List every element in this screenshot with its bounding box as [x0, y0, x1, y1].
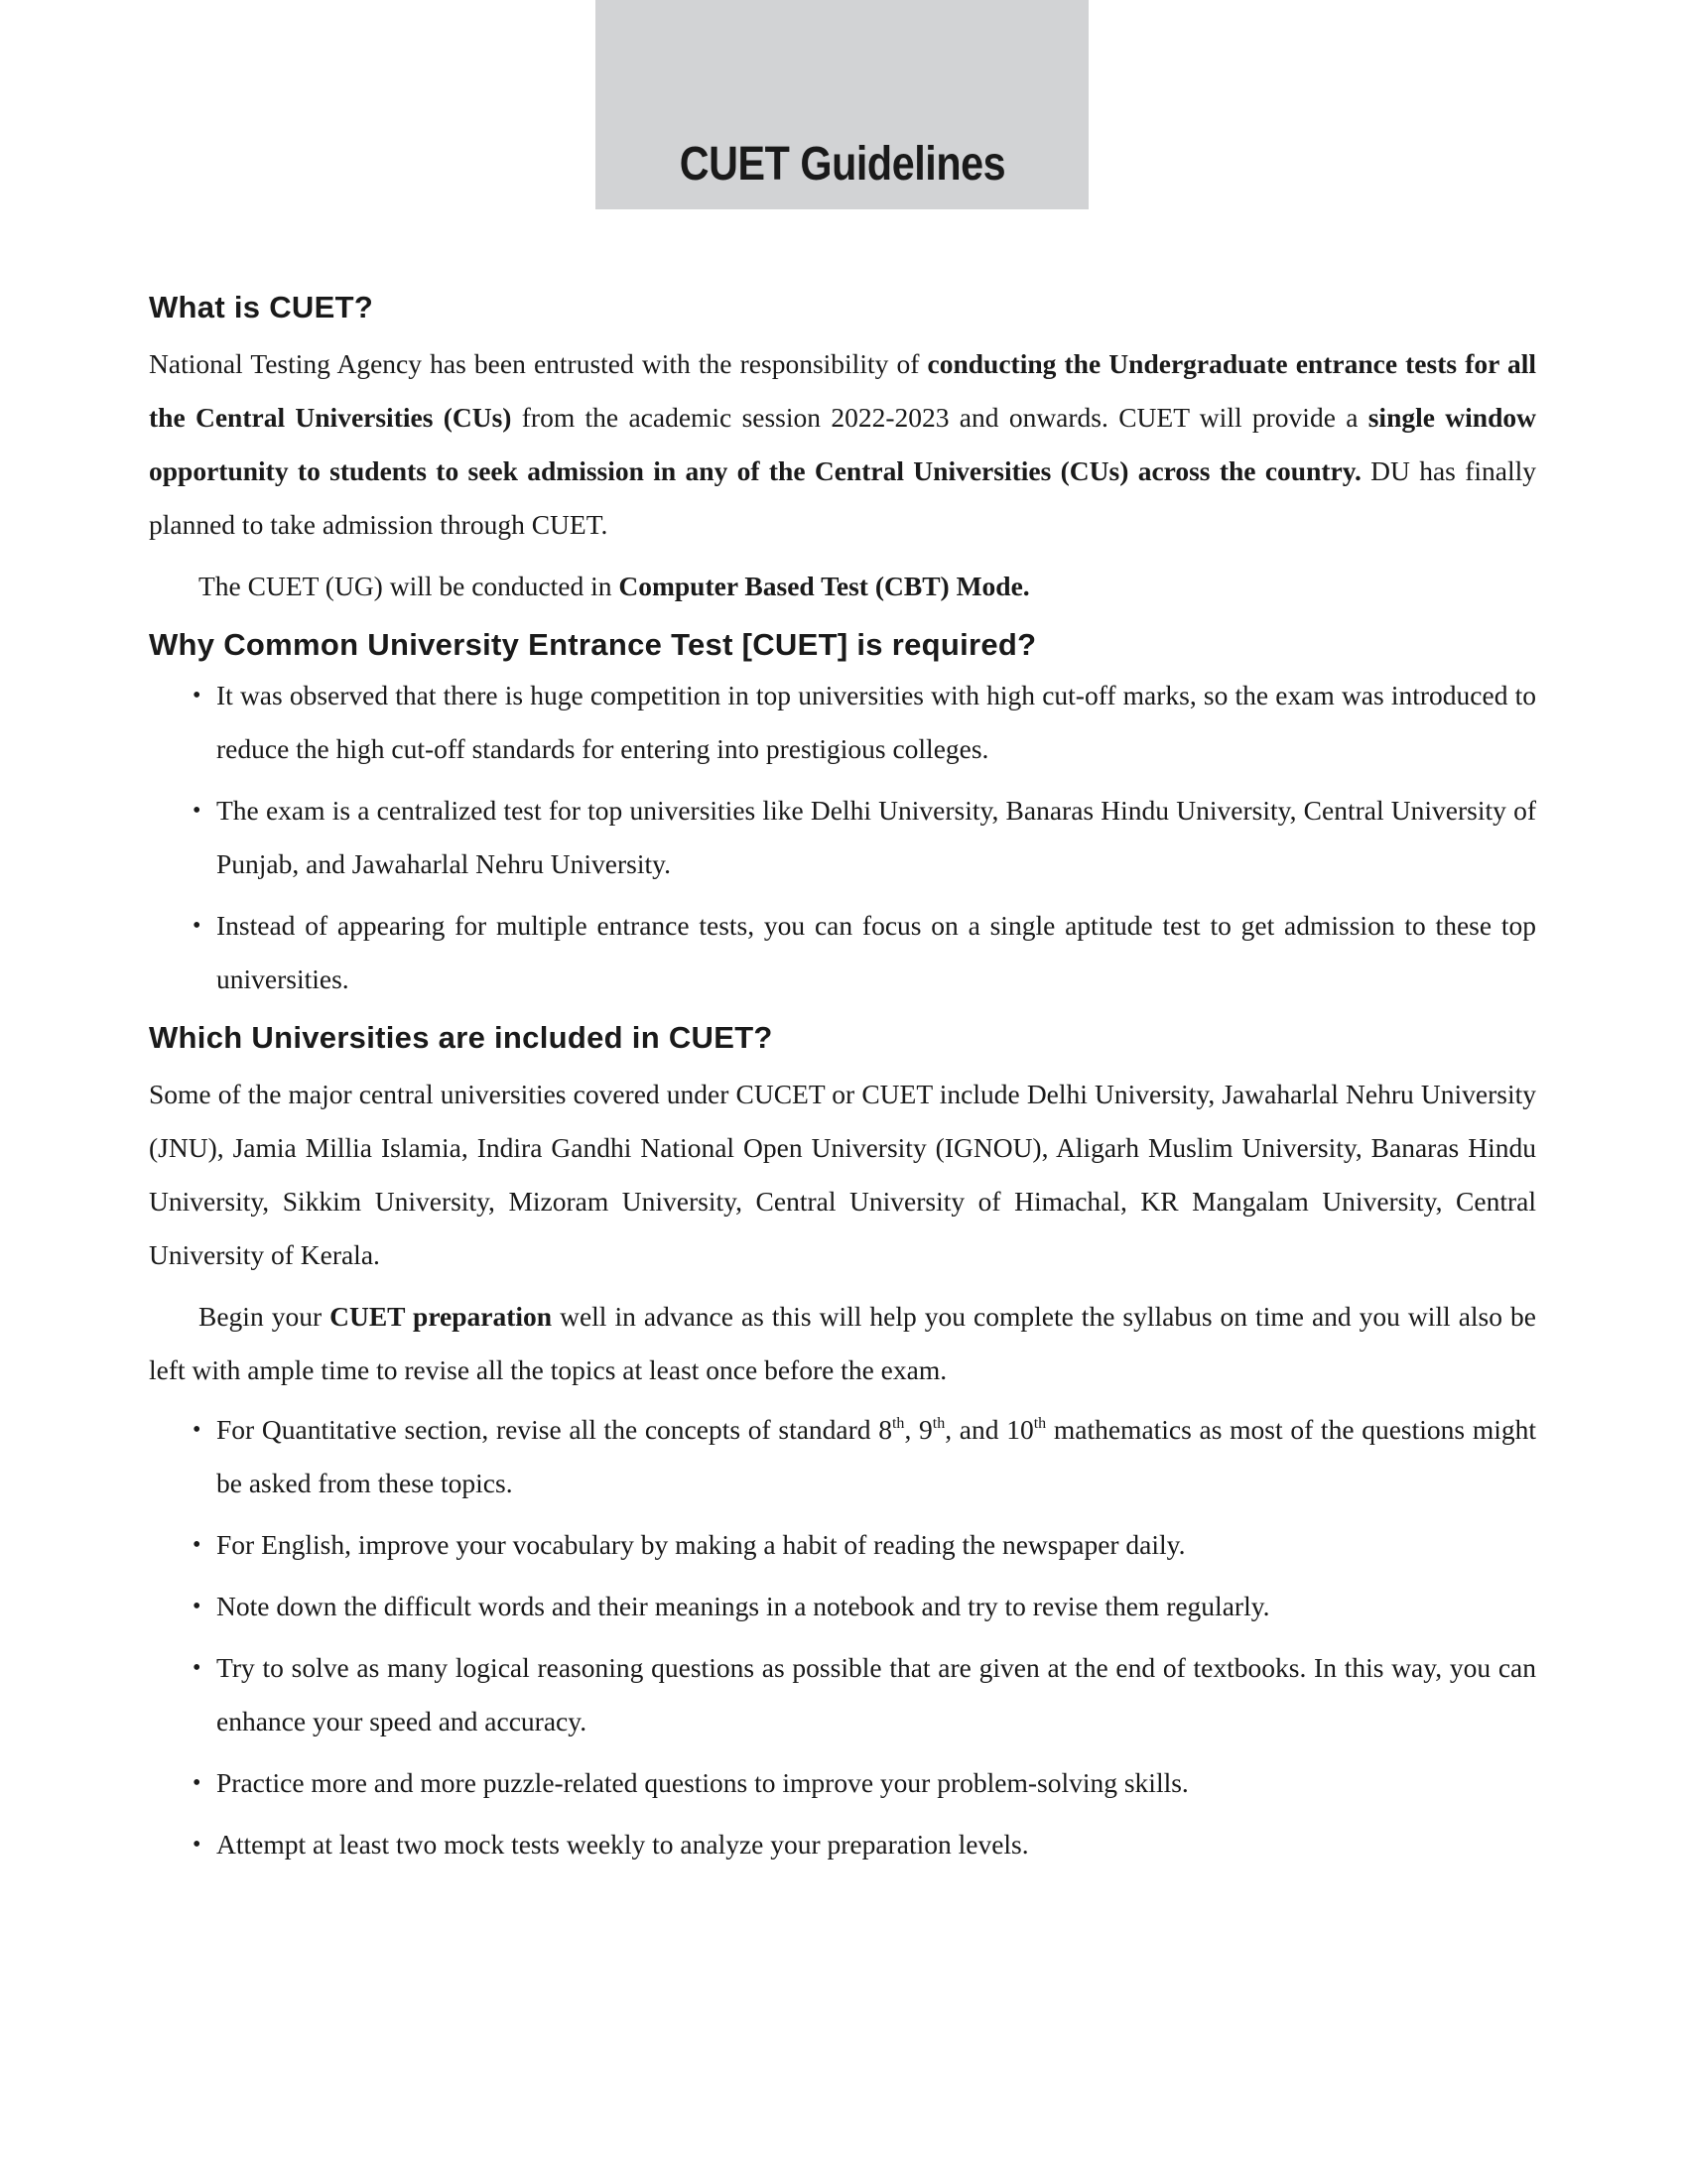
- bold-text: single window opportunity to students to seek admission in any of the Central Universities (CUs) across the country.: [149, 402, 1536, 486]
- paragraph: [149, 337, 1536, 552]
- bold-text: Computer Based Test (CBT) Mode.: [618, 571, 1030, 601]
- bullet-icon: •: [193, 1832, 201, 1858]
- bullet-icon: •: [193, 913, 201, 939]
- list-item-text: Attempt at least two mock tests weekly to analyze your preparation levels.: [216, 1829, 1029, 1860]
- text: well in advance as this will help you complete the syllabus on time and you will also be left with ample time to revise all the topics at least once before the exam.: [149, 1301, 1536, 1385]
- list-item: [193, 1756, 1536, 1810]
- superscript: th: [932, 1415, 946, 1432]
- text: , and 10: [945, 1414, 1034, 1445]
- list-item-text: The exam is a centralized test for top universities like Delhi University, Banaras Hindu University, Central University of Punjab, and Jawaharlal Nehru University.: [216, 795, 1536, 879]
- paragraph: [149, 560, 1536, 613]
- list-item: [193, 1403, 1536, 1510]
- list-item: [193, 1518, 1536, 1572]
- bullet-icon: •: [193, 683, 201, 708]
- list-item: [193, 1580, 1536, 1633]
- text: DU has finally planned to take admission through CUET.: [149, 455, 1536, 540]
- bullet-icon: •: [193, 798, 201, 824]
- bullet-icon: •: [193, 1655, 201, 1681]
- paragraph: [149, 1290, 1536, 1397]
- list-item-text: Note down the difficult words and their meanings in a notebook and try to revise them regularly.: [216, 1591, 1270, 1621]
- bullet-icon: •: [193, 1770, 201, 1796]
- list-item-text: Practice more and more puzzle-related questions to improve your problem-solving skills.: [216, 1767, 1189, 1798]
- text: The CUET (UG) will be conducted in: [198, 571, 619, 601]
- page-content: [149, 282, 1536, 1879]
- page-title: CUET Guidelines: [679, 138, 1005, 191]
- section-why-cuet: [149, 627, 1536, 1006]
- list-item: [193, 784, 1536, 891]
- superscript: th: [891, 1415, 905, 1432]
- text: Begin your: [198, 1301, 330, 1332]
- section-which-universities: [149, 1020, 1536, 1871]
- bold-text: CUET preparation: [329, 1301, 553, 1332]
- text: National Testing Agency has been entrusted with the responsibility of: [149, 348, 928, 379]
- bold-text: conducting the Undergraduate entrance tests for all the Central Universities (CUs): [149, 348, 1536, 433]
- list-item: [193, 899, 1536, 1006]
- list-item-text: Instead of appearing for multiple entrance tests, you can focus on a single aptitude test to get admission to these top universities.: [216, 910, 1536, 994]
- bullet-icon: •: [193, 1594, 201, 1619]
- superscript: th: [1033, 1415, 1047, 1432]
- bullet-icon: •: [193, 1417, 201, 1443]
- bullet-list: [149, 1403, 1536, 1871]
- bullet-list: [149, 669, 1536, 1006]
- title-banner: [595, 0, 1089, 209]
- paragraph: Some of the major central universities covered under CUCET or CUET include Delhi University, Jawaharlal Nehru University (JNU), Jamia Millia Islamia, Indira Gandhi National Open University (IGNOU), Aligarh Muslim University, Banaras Hindu University, Sikkim University, Mizoram University, Central University of Himachal, KR Mangalam University, Central University of Kerala.: [149, 1079, 1536, 1270]
- list-item-text: Try to solve as many logical reasoning questions as possible that are given at the end of textbooks. In this way, you can enhance your speed and accuracy.: [216, 1652, 1536, 1736]
- text: mathematics as most of the questions might be asked from these topics.: [216, 1414, 1536, 1498]
- text: from the academic session 2022-2023 and onwards. CUET will provide a: [511, 402, 1368, 433]
- list-item-text: For English, improve your vocabulary by making a habit of reading the newspaper daily.: [216, 1529, 1186, 1560]
- list-item: [193, 1641, 1536, 1748]
- section-what-is-cuet: [149, 290, 1536, 613]
- list-item-text: It was observed that there is huge competition in top universities with high cut-off marks, so the exam was introduced to reduce the high cut-off standards for entering into prestigious colleges.: [216, 680, 1536, 764]
- list-item: [193, 1818, 1536, 1871]
- text: , 9: [904, 1414, 933, 1445]
- bullet-icon: •: [193, 1532, 201, 1558]
- section-heading: Why Common University Entrance Test [CUET] is required?: [149, 627, 1037, 662]
- list-item: [193, 669, 1536, 776]
- text: For Quantitative section, revise all the concepts of standard 8: [216, 1414, 892, 1445]
- section-heading: Which Universities are included in CUET?: [149, 1020, 773, 1055]
- section-heading: What is CUET?: [149, 290, 374, 324]
